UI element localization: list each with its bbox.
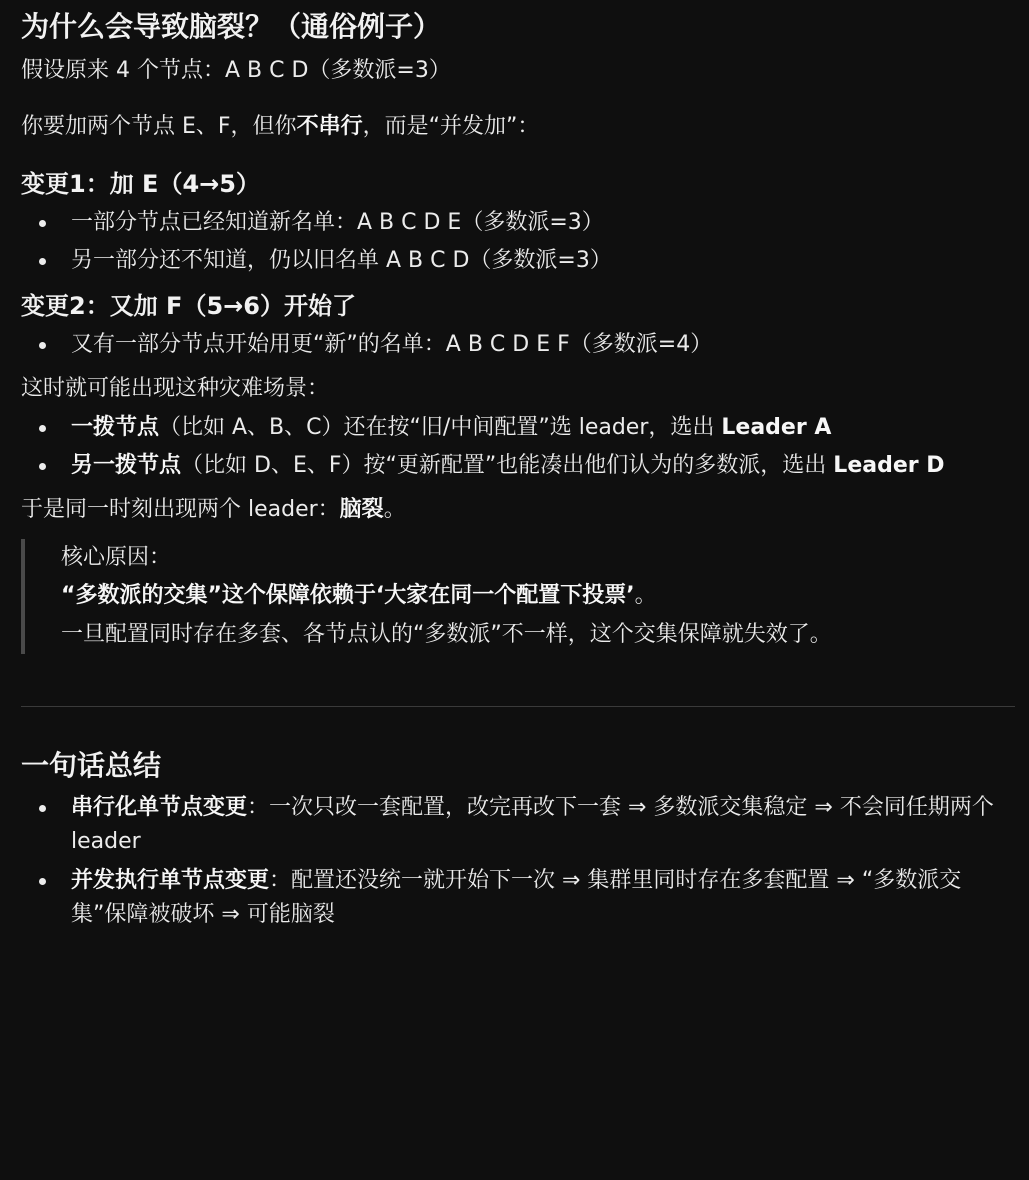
scenario-intro: 这时就可能出现这种灾难场景： xyxy=(21,376,330,402)
list-item xyxy=(21,411,1015,445)
quote-line-2 xyxy=(61,577,1015,616)
concurrent-add-text: 你要加两个节点 E、F，但你 xyxy=(21,114,297,140)
quote-line-3: 一旦配置同时存在多套、各节点认的“多数派”不一样，这个交集保障就失效了。 xyxy=(61,621,832,647)
change2-heading: 变更2：又加 F（5→6）开始了 xyxy=(21,292,356,321)
leader-d-bold: Leader D xyxy=(833,452,945,478)
change1-list xyxy=(21,206,1015,278)
main-heading: 为什么会导致脑裂？（通俗例子） xyxy=(21,10,442,43)
serial-bold: 串行化单节点变更 xyxy=(71,795,248,821)
list-item: 一部分节点已经知道新名单：A B C D E（多数派=3） xyxy=(21,206,1015,240)
core-reason-quote xyxy=(21,539,1015,655)
group2-bold: 另一拨节点 xyxy=(71,452,182,478)
conclusion-text: 于是同一时刻出现两个 leader： xyxy=(21,496,340,522)
quote-line-2-end: 。 xyxy=(634,583,657,609)
concurrent-add-end: ，而是“并发加”： xyxy=(362,114,540,140)
leader-a-bold: Leader A xyxy=(721,414,832,440)
group1-bold: 一拨节点 xyxy=(71,414,160,440)
scenario-list xyxy=(21,411,1015,483)
concurrent-add-paragraph xyxy=(21,110,1015,144)
group1-text: （比如 A、B、C）还在按“旧/中间配置”选 leader，选出 xyxy=(159,414,722,440)
list-item xyxy=(21,449,1015,483)
group2-text: （比如 D、E、F）按“更新配置”也能凑出他们认为的多数派，选出 xyxy=(181,452,834,478)
summary-heading: 一句话总结 xyxy=(21,749,162,783)
change1-heading: 变更1：加 E（4→5） xyxy=(21,170,260,199)
split-brain-bold: 脑裂 xyxy=(339,496,384,522)
quote-line-1: 核心原因： xyxy=(61,544,172,570)
serial-text: ：一次只改一套配置，改完再改下一套 ⇒ 多数派交集稳定 ⇒ 不会同任期两个 leader xyxy=(71,795,994,855)
concurrent-text: ：配置还没统一就开始下一次 ⇒ 集群里同时存在多套配置 ⇒ “多数派交集”保障被破坏 ⇒ 可能脑裂 xyxy=(71,867,962,927)
change2-list xyxy=(21,328,1015,362)
intro-paragraph: 假设原来 4 个节点：A B C D（多数派=3） xyxy=(21,58,451,83)
quote-bold: “多数派的交集”这个保障依赖于‘大家在同一个配置下投票’ xyxy=(61,583,635,609)
concurrent-bold: 并发执行单节点变更 xyxy=(71,867,270,893)
conclusion-end: 。 xyxy=(383,496,406,522)
list-item xyxy=(21,791,1015,859)
list-item: 又有一部分节点开始用更“新”的名单：A B C D E F（多数派=4） xyxy=(21,328,1015,362)
summary-list xyxy=(21,791,1015,931)
list-item xyxy=(21,864,1015,932)
list-item: 另一部分还不知道，仍以旧名单 A B C D（多数派=3） xyxy=(21,244,1015,278)
divider xyxy=(21,706,1015,707)
not-serial-bold: 不串行 xyxy=(296,114,363,140)
conclusion-paragraph xyxy=(21,493,1015,527)
